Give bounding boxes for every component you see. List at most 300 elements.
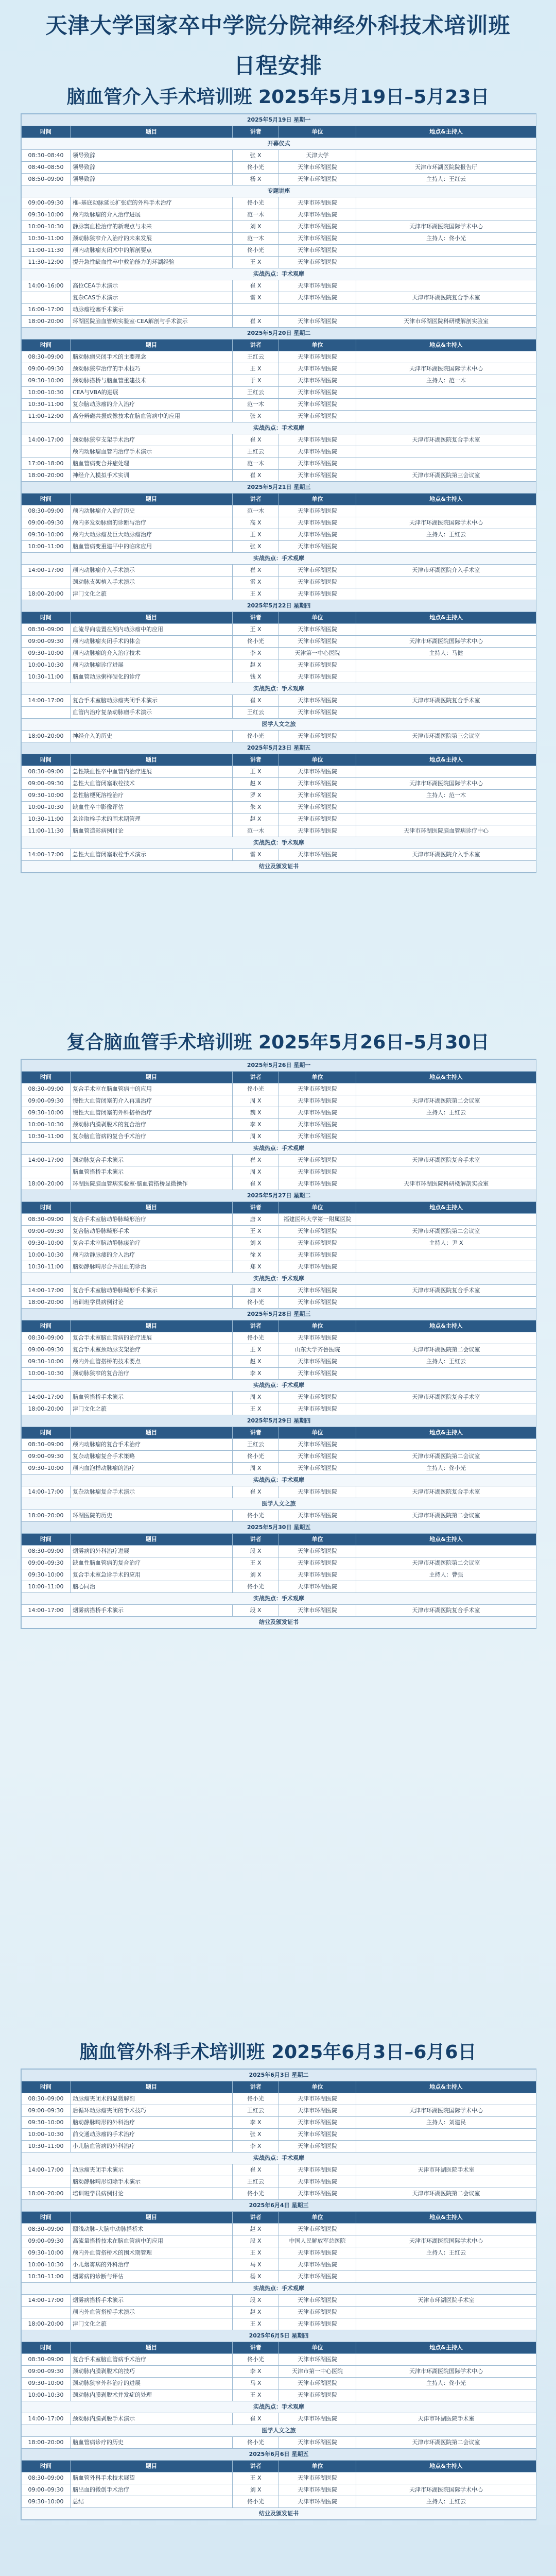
cell-time: 18:00–20:00 (22, 731, 71, 742)
cell-location (356, 2318, 536, 2330)
cell-topic: 缺血性脑血管病的复合治疗 (71, 1557, 233, 1569)
cell-speaker: 佟小光 (233, 1581, 279, 1593)
column-header-time: 时间 (22, 494, 71, 505)
table-row (22, 517, 536, 529)
table-row (22, 458, 536, 470)
cell-unit: 天津市环湖医院 (279, 162, 356, 174)
main-title-line2: 日程安排 (233, 53, 322, 78)
cell-unit: 天津市环湖医院 (279, 363, 356, 375)
table-row (22, 2437, 536, 2449)
column-header-time: 时间 (22, 126, 71, 138)
cell-topic: 急性大血管闭塞取栓技术 (71, 778, 233, 790)
table-row (22, 1403, 536, 1415)
cell-unit: 天津市环湖医院 (279, 2437, 356, 2449)
cell-topic: 静脉窦血栓治疗的新观点与未来 (71, 221, 233, 233)
cell-speaker: 雷 X (233, 292, 279, 304)
cell-unit: 天津市环湖医院 (279, 458, 356, 470)
table-row (22, 2318, 536, 2330)
cell-time: 09:00–09:30 (22, 2366, 71, 2378)
cell-speaker: 王红云 (233, 2176, 279, 2188)
cell-unit: 天津第一中心医院 (279, 648, 356, 659)
cell-location (356, 707, 536, 719)
cell-speaker: 佟小光 (233, 2437, 279, 2449)
cell-speaker: 范一木 (233, 458, 279, 470)
cell-topic: 总结 (71, 2496, 233, 2508)
cell-topic: 颅内动脉瘤血管内治疗手术演示 (71, 446, 233, 458)
cell-speaker: 徐 X (233, 1249, 279, 1261)
column-header-time: 时间 (22, 2212, 71, 2224)
cell-location: 天津市环湖医院科研楼解剖实验室 (356, 316, 536, 328)
cell-time (22, 577, 71, 588)
cell-unit: 天津市环湖医院 (279, 1178, 356, 1190)
day-header-row (22, 1522, 536, 1534)
cell-speaker: 佟小光 (233, 731, 279, 742)
column-header-topic: 题目 (71, 340, 233, 351)
cell-time: 18:00–20:00 (22, 1297, 71, 1309)
cell-location: 主持人：王红云 (356, 1356, 536, 1368)
column-header-row (22, 1202, 536, 1214)
cell-unit: 天津市环湖医院 (279, 2188, 356, 2200)
cell-location: 天津市环湖医院第三会议室 (356, 731, 536, 742)
cell-time: 10:30–11:00 (22, 2271, 71, 2283)
cell-speaker: 王 X (233, 257, 279, 268)
column-header-speaker: 讲者 (233, 494, 279, 505)
cell-speaker: 佟小光 (233, 1297, 279, 1309)
cell-unit: 天津市环湖医院 (279, 624, 356, 636)
cell-time: 09:30–10:00 (22, 209, 71, 221)
cell-unit: 福建医科大学第一附属医院 (279, 1214, 356, 1226)
cell-location: 主持人：佟小光 (356, 2378, 536, 2389)
subheading-text: 医学人文之旅 (22, 719, 536, 731)
cell-time: 10:30–11:00 (22, 671, 71, 683)
table-row (22, 849, 536, 861)
column-header-unit: 单位 (279, 2461, 356, 2472)
cell-location (356, 245, 536, 257)
day-date: 2025年5月26日 星期一 (22, 1060, 536, 1072)
column-header-unit: 单位 (279, 754, 356, 766)
cell-speaker: 李 X (233, 2141, 279, 2153)
cell-topic: 提升急性缺血性卒中救治能力的环湖经验 (71, 257, 233, 268)
cell-location (356, 150, 536, 162)
cell-time (22, 2307, 71, 2318)
column-header-topic: 题目 (71, 2212, 233, 2224)
cell-topic: 颅内多发动脉瘤的诊断与治疗 (71, 517, 233, 529)
cell-location: 天津市环湖医院第二会议室 (356, 2188, 536, 2200)
cell-unit: 天津市环湖医院 (279, 2105, 356, 2117)
cell-location: 天津市环湖医院国际学术中心 (356, 221, 536, 233)
cell-speaker: 王 X (233, 1557, 279, 1569)
table-row (22, 1131, 536, 1143)
cell-location (356, 387, 536, 399)
cell-unit: 天津市环湖医院 (279, 1166, 356, 1178)
cell-location (356, 1368, 536, 1380)
cell-location (356, 411, 536, 422)
table-row (22, 695, 536, 707)
cell-unit: 天津市环湖医院 (279, 1510, 356, 1522)
cell-speaker: 雷 X (233, 849, 279, 861)
cell-time: 10:00–10:30 (22, 221, 71, 233)
cell-speaker: 王 X (233, 2472, 279, 2484)
subheading-text: 实战热点：手术观摩 (22, 683, 536, 695)
cell-location (356, 1332, 536, 1344)
cell-location: 天津市环湖医院脑血管病诊疗中心 (356, 825, 536, 837)
subheading-text: 实战热点：手术观摩 (22, 837, 536, 849)
subheading-row (22, 2425, 536, 2437)
cell-unit: 天津大学 (279, 150, 356, 162)
column-header-unit: 单位 (279, 1320, 356, 1332)
cell-unit: 天津市环湖医院 (279, 351, 356, 363)
table-row (22, 2378, 536, 2389)
cell-time: 14:00–17:00 (22, 1486, 71, 1498)
table-row (22, 316, 536, 328)
cell-speaker: 杨 X (233, 174, 279, 185)
column-header-row (22, 2212, 536, 2224)
cell-unit: 天津市环湖医院 (279, 2271, 356, 2283)
cell-time (22, 1166, 71, 1178)
column-header-speaker: 讲者 (233, 2461, 279, 2472)
subheading-text: 实战热点：手术观摩 (22, 1593, 536, 1605)
subheading-text: 实战热点：手术观摩 (22, 1380, 536, 1392)
column-header-unit: 单位 (279, 340, 356, 351)
cell-time: 09:30–10:00 (22, 1107, 71, 1119)
cell-time: 09:00–09:30 (22, 517, 71, 529)
table-row (22, 1463, 536, 1475)
cell-unit (279, 304, 356, 316)
table-row (22, 588, 536, 600)
cell-speaker: 王红云 (233, 351, 279, 363)
header (0, 0, 556, 77)
cell-time: 14:00–17:00 (22, 1285, 71, 1297)
subheading-row (22, 837, 536, 849)
table-row (22, 636, 536, 648)
day-header-row (22, 2200, 536, 2212)
cell-topic: 津门文化之旅 (71, 588, 233, 600)
subheading-row (22, 422, 536, 434)
cell-topic: 脑动静脉畸形的外科治疗 (71, 2117, 233, 2129)
cell-location (356, 1261, 536, 1273)
cell-topic: 前交通动脉瘤的手术治疗 (71, 2129, 233, 2141)
column-header-speaker: 讲者 (233, 2212, 279, 2224)
column-header-speaker: 讲者 (233, 612, 279, 624)
cell-time: 10:00–11:00 (22, 541, 71, 553)
cell-topic: 领导致辞 (71, 150, 233, 162)
cell-speaker: 佟小光 (233, 2354, 279, 2366)
cell-unit: 天津市环湖医院 (279, 731, 356, 742)
cell-unit: 天津市环湖医院 (279, 541, 356, 553)
cell-unit: 天津市环湖医院 (279, 1439, 356, 1451)
cell-location: 天津市环湖医院复合手术室 (356, 1285, 536, 1297)
day-header-row (22, 1415, 536, 1427)
subheading-text: 实战热点：手术观摩 (22, 2283, 536, 2295)
cell-unit: 天津市环湖医院 (279, 1107, 356, 1119)
cell-speaker: 崔 X (233, 434, 279, 446)
table-row (22, 221, 536, 233)
cell-time (22, 292, 71, 304)
column-header-loc: 地点&主持人 (356, 1202, 536, 1214)
cell-unit: 天津市环湖医院 (279, 1131, 356, 1143)
cell-speaker: 张 X (233, 150, 279, 162)
cell-location: 天津市环湖医院国际学术中心 (356, 2484, 536, 2496)
cell-location: 天津市环湖医院第二会议室 (356, 1451, 536, 1463)
table-row (22, 671, 536, 683)
cell-speaker: 佟小光 (233, 197, 279, 209)
cell-time: 14:00–17:00 (22, 1155, 71, 1166)
cell-time: 08:30–09:00 (22, 1083, 71, 1095)
cell-speaker: 佟小光 (233, 2093, 279, 2105)
cell-speaker: 佟小光 (233, 245, 279, 257)
cell-speaker: 唐 X (233, 1285, 279, 1297)
day-date: 2025年5月19日 星期一 (22, 114, 536, 126)
cell-time: 09:30–10:00 (22, 375, 71, 387)
day-date: 2025年5月29日 星期四 (22, 1415, 536, 1427)
cell-speaker: 钱 X (233, 671, 279, 683)
cell-topic: 神经介入的历史 (71, 731, 233, 742)
cell-topic: 颅内动脉瘤夹闭手术的体会 (71, 636, 233, 648)
cell-unit: 天津市环湖医院 (279, 446, 356, 458)
cell-speaker: 王 X (233, 2389, 279, 2401)
cell-topic: 颈动脉内膜剥脱手术演示 (71, 2413, 233, 2425)
table-row (22, 2484, 536, 2496)
cell-time: 10:00–10:30 (22, 387, 71, 399)
column-header-speaker: 讲者 (233, 1427, 279, 1439)
cell-location (356, 304, 536, 316)
cell-topic: 动脉瘤夹闭术的显微解剖 (71, 2093, 233, 2105)
subheading-text: 医学人文之旅 (22, 1498, 536, 1510)
column-header-unit: 单位 (279, 2081, 356, 2093)
column-header-time: 时间 (22, 612, 71, 624)
table-row (22, 2188, 536, 2200)
column-header-topic: 题目 (71, 1534, 233, 1546)
cell-speaker: 赵 X (233, 2307, 279, 2318)
table-row (22, 1356, 536, 1368)
cell-unit: 天津市环湖医院 (279, 1332, 356, 1344)
table-row (22, 2105, 536, 2117)
subheading-text: 专题讲座 (22, 185, 536, 197)
cell-location: 天津市环湖医院科研楼解剖实验室 (356, 1178, 536, 1190)
cell-unit: 天津市环湖医院 (279, 802, 356, 814)
cell-unit: 天津市环湖医院 (279, 1581, 356, 1593)
cell-unit: 天津市环湖医院 (279, 245, 356, 257)
cell-speaker: 王红云 (233, 707, 279, 719)
subheading-text: 实战热点：手术观摩 (22, 1273, 536, 1285)
cell-unit: 天津市环湖医院 (279, 2093, 356, 2105)
cell-unit: 天津市环湖医院 (279, 1249, 356, 1261)
cell-speaker: 杨 X (233, 2271, 279, 2283)
cell-topic: 颈动脉狭窄介入治疗的未来发展 (71, 233, 233, 245)
cell-time: 09:30–10:00 (22, 790, 71, 802)
cell-time: 09:00–09:30 (22, 1226, 71, 1238)
table-row (22, 2413, 536, 2425)
schedule-table (21, 1059, 536, 1629)
cell-unit: 天津市环湖医院 (279, 2378, 356, 2389)
cell-time: 08:30–09:00 (22, 2472, 71, 2484)
cell-speaker: 崔 X (233, 565, 279, 577)
subheading-row (22, 2153, 536, 2164)
table-row (22, 624, 536, 636)
cell-topic: 颈动脉狭窄治疗的手术技巧 (71, 363, 233, 375)
subheading-text: 开幕仪式 (22, 138, 536, 150)
cell-time: 08:30–09:00 (22, 1546, 71, 1557)
cell-location (356, 2224, 536, 2235)
table-row (22, 1344, 536, 1356)
cell-topic: 脑血管造影病例讨论 (71, 825, 233, 837)
cell-time: 09:30–10:00 (22, 529, 71, 541)
cell-location: 天津市环湖医院复合手术室 (356, 434, 536, 446)
cell-speaker: 赵 X (233, 778, 279, 790)
cell-speaker: 王 X (233, 529, 279, 541)
cell-time: 08:30–09:00 (22, 2224, 71, 2235)
cell-location (356, 2259, 536, 2271)
cell-topic: 复合手术室脑动静脉瘘治疗 (71, 1238, 233, 1249)
cell-speaker: 佟小光 (233, 162, 279, 174)
cell-speaker: 王 X (233, 588, 279, 600)
cell-time: 17:00–18:00 (22, 458, 71, 470)
cell-location (356, 2141, 536, 2153)
cell-time: 09:00–09:30 (22, 1451, 71, 1463)
table-row (22, 245, 536, 257)
cell-location (356, 1546, 536, 1557)
cell-topic: 高分辨磁共振成像技术在脑血管病中的应用 (71, 411, 233, 422)
table-row (22, 766, 536, 778)
cell-unit: 天津市环湖医院 (279, 2354, 356, 2366)
cell-unit: 天津市环湖医院 (279, 2295, 356, 2307)
cell-topic: 复杂动脉瘤复合手术演示 (71, 1486, 233, 1498)
subheading-text: 实战热点：手术观摩 (22, 422, 536, 434)
column-header-time: 时间 (22, 2342, 71, 2354)
day-header-row (22, 1190, 536, 1202)
cell-location (356, 2389, 536, 2401)
table-row (22, 351, 536, 363)
cell-topic: 颈动脉复合手术演示 (71, 1155, 233, 1166)
table-row (22, 1261, 536, 1273)
cell-location: 主持人：王红云 (356, 174, 536, 185)
cell-topic: 血管内治疗复杂动脉瘤手术演示 (71, 707, 233, 719)
cell-location: 天津市环湖医院手术室 (356, 2413, 536, 2425)
cell-topic: 脑血管搭桥手术演示 (71, 1392, 233, 1403)
section-title: 复合脑血管手术培训班 2025年5月26日–5月30日 (66, 1032, 490, 1053)
cell-time: 16:00–17:00 (22, 304, 71, 316)
cell-topic: 脑动脉瘤夹闭手术的主要理念 (71, 351, 233, 363)
table-row (22, 1107, 536, 1119)
table-row (22, 1285, 536, 1297)
cell-unit: 天津市环湖医院 (279, 1546, 356, 1557)
cell-topic: 复合脑动静脉畸形手术 (71, 1226, 233, 1238)
cell-topic: 复杂CAS手术演示 (71, 292, 233, 304)
table-row (22, 375, 536, 387)
table-row (22, 2354, 536, 2366)
cell-location (356, 1214, 536, 1226)
cell-time: 10:00–10:30 (22, 2389, 71, 2401)
column-header-topic: 题目 (71, 1202, 233, 1214)
cell-unit: 天津市环湖医院 (279, 292, 356, 304)
day-date: 2025年6月5日 星期四 (22, 2330, 536, 2342)
cell-time: 09:00–09:30 (22, 636, 71, 648)
cell-speaker: 李 X (233, 2366, 279, 2378)
cell-location (356, 814, 536, 825)
cell-speaker: 范一木 (233, 399, 279, 411)
day-date: 2025年5月27日 星期二 (22, 1190, 536, 1202)
table-row (22, 1392, 536, 1403)
cell-speaker (233, 304, 279, 316)
table-row (22, 2093, 536, 2105)
cell-speaker: 佟小光 (233, 1083, 279, 1095)
cell-location: 天津市环湖医院国际学术中心 (356, 2235, 536, 2247)
cell-time: 09:30–10:00 (22, 2247, 71, 2259)
cell-unit: 天津市环湖医院 (279, 1285, 356, 1297)
cell-unit: 天津市环湖医院 (279, 2259, 356, 2271)
column-header-row (22, 1427, 536, 1439)
column-header-row (22, 494, 536, 505)
table-row (22, 802, 536, 814)
cell-unit: 天津市环湖医院 (279, 375, 356, 387)
cell-time: 08:30–09:00 (22, 2354, 71, 2366)
subheading-row (22, 683, 536, 695)
cell-location (356, 2354, 536, 2366)
column-header-unit: 单位 (279, 2212, 356, 2224)
table-row (22, 1083, 536, 1095)
cell-location: 天津市环湖医院第二会议室 (356, 1226, 536, 1238)
column-header-row (22, 1534, 536, 1546)
table-row (22, 387, 536, 399)
cell-location: 主持人：范一木 (356, 790, 536, 802)
cell-time: 09:00–09:30 (22, 197, 71, 209)
cell-time: 09:30–10:00 (22, 1238, 71, 1249)
cell-unit: 天津市环湖医院 (279, 814, 356, 825)
table-row (22, 1155, 536, 1166)
cell-unit: 天津市环湖医院 (279, 1155, 356, 1166)
cell-location: 天津市环湖医院国际学术中心 (356, 636, 536, 648)
cell-speaker: 崔 X (233, 1155, 279, 1166)
cell-time: 09:00–09:30 (22, 778, 71, 790)
cell-speaker: 朱 X (233, 802, 279, 814)
cell-time: 08:50–09:00 (22, 174, 71, 185)
cell-speaker: 刘 X (233, 221, 279, 233)
cell-time: 18:00–20:00 (22, 2437, 71, 2449)
cell-location: 主持人：王红云 (356, 2247, 536, 2259)
column-header-loc: 地点&主持人 (356, 2081, 536, 2093)
cell-time: 08:30–09:00 (22, 505, 71, 517)
cell-location: 天津市环湖医院介入手术室 (356, 565, 536, 577)
column-header-topic: 题目 (71, 494, 233, 505)
cell-time: 14:00–17:00 (22, 2413, 71, 2425)
cell-location: 天津市环湖医院第二会议室 (356, 1510, 536, 1522)
subheading-text: 实战热点：手术观摩 (22, 1475, 536, 1486)
cell-speaker: 张 X (233, 2129, 279, 2141)
cell-location (356, 1131, 536, 1143)
cell-speaker: 张 X (233, 411, 279, 422)
cell-time: 11:30–12:00 (22, 257, 71, 268)
table-row (22, 2129, 536, 2141)
cell-topic: 椎–基底动脉延长扩张症的外科手术治疗 (71, 197, 233, 209)
subheading-row (22, 861, 536, 873)
cell-topic: 颅内动脉瘤的介入治疗进展 (71, 209, 233, 221)
cell-topic: 慢性大血管闭塞的外科搭桥治疗 (71, 1107, 233, 1119)
cell-time: 18:00–20:00 (22, 1178, 71, 1190)
cell-location: 天津市环湖医院国际学术中心 (356, 363, 536, 375)
cell-time (22, 446, 71, 458)
column-header-speaker: 讲者 (233, 1072, 279, 1083)
day-header-row (22, 482, 536, 494)
column-header-topic: 题目 (71, 2342, 233, 2354)
cell-speaker: 崔 X (233, 470, 279, 482)
cell-topic: 动脉瘤栓塞手术演示 (71, 304, 233, 316)
cell-speaker: 王 X (233, 1344, 279, 1356)
cell-unit: 天津市环湖医院 (279, 2484, 356, 2496)
cell-unit: 天津市环湖医院 (279, 790, 356, 802)
cell-unit: 天津市环湖医院 (279, 1486, 356, 1498)
cell-unit: 天津市环湖医院 (279, 565, 356, 577)
cell-location (356, 209, 536, 221)
